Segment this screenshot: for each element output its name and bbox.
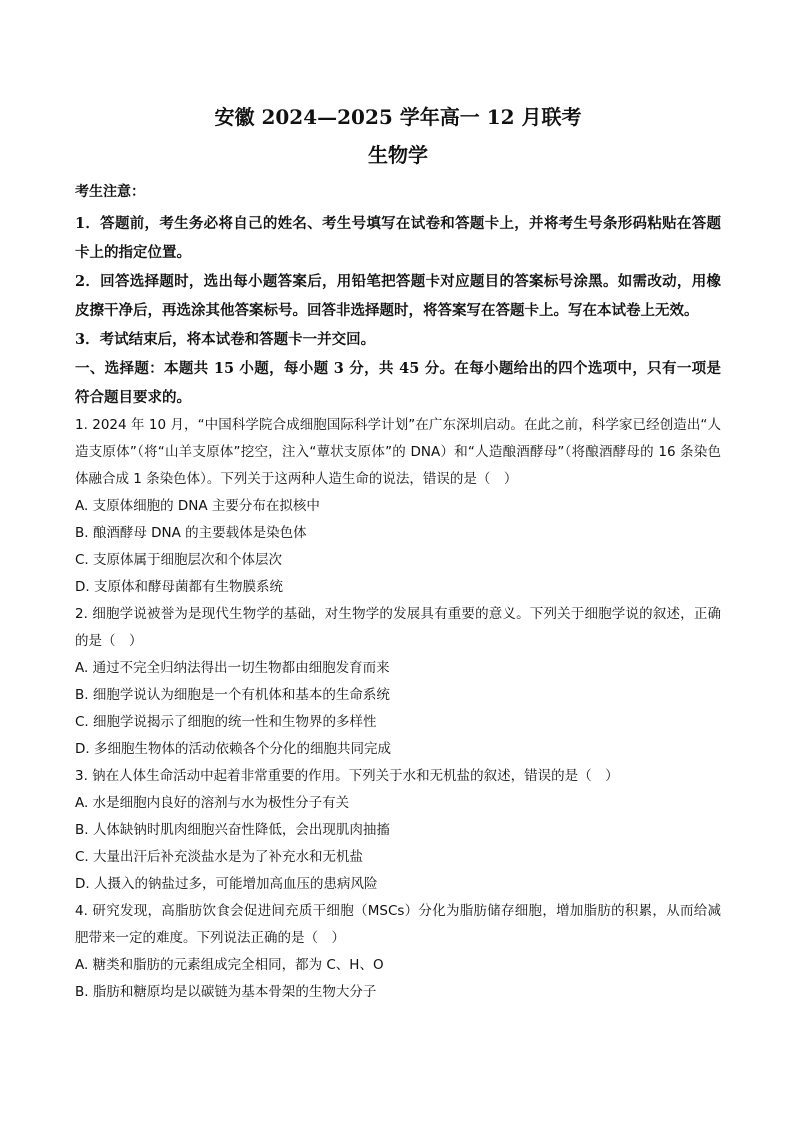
question-4 [75, 898, 721, 1006]
question-stem: 4. 研究发现，高脂肪饮食会促进间充质干细胞（MSCs）分化为脂肪储存细胞，增加脂肪的积累，从而给减肥带来一定的难度。下列说法正确的是（ ） [75, 903, 721, 946]
exam-subject: 生物学 [368, 143, 428, 167]
option-c: C. 细胞学说揭示了细胞的统一性和生物界的多样性 [75, 714, 377, 730]
section-heading: 一、选择题：本题共 15 小题，每小题 3 分，共 45 分。在每小题给出的四个选项中，只有一项是符合题目要求的。 [75, 360, 721, 406]
option-a: A. 水是细胞内良好的溶剂与水为极性分子有关 [75, 795, 350, 811]
option-d: D. 人摄入的钠盐过多，可能增加高血压的患病风险 [75, 876, 378, 892]
option-b: B. 人体缺钠时肌肉细胞兴奋性降低，会出现肌肉抽搐 [75, 822, 390, 838]
question-1 [75, 412, 721, 601]
option-c: C. 支原体属于细胞层次和个体层次 [75, 552, 283, 568]
option-b: B. 脂肪和糖原均是以碳链为基本骨架的生物大分子 [75, 984, 377, 1000]
option-b: B. 酿酒酵母 DNA 的主要载体是染色体 [75, 525, 307, 541]
option-a: A. 糖类和脂肪的元素组成完全相同，都为 C、H、O [75, 957, 384, 973]
notice-block [75, 182, 721, 354]
option-a: A. 通过不完全归纳法得出一切生物都由细胞发育而来 [75, 660, 390, 676]
exam-title: 安徽 2024—2025 学年高一 12 月联考 [214, 105, 582, 129]
question-stem: 2. 细胞学说被誉为是现代生物学的基础，对生物学的发展具有重要的意义。下列关于细胞学说的叙述，正确的是（ ） [75, 606, 721, 649]
option-c: C. 大量出汗后补充淡盐水是为了补充水和无机盐 [75, 849, 364, 865]
option-d: D. 多细胞生物体的活动依赖各个分化的细胞共同完成 [75, 741, 391, 757]
exam-page [75, 100, 721, 1006]
option-b: B. 细胞学说认为细胞是一个有机体和基本的生命系统 [75, 687, 390, 703]
question-stem: 3. 钠在人体生命活动中起着非常重要的作用。下列关于水和无机盐的叙述，错误的是（ ） [75, 768, 619, 784]
option-a: A. 支原体细胞的 DNA 主要分布在拟核中 [75, 498, 320, 514]
notice-item-3: 3．考试结束后，将本试卷和答题卡一并交回。 [75, 331, 376, 348]
question-3 [75, 763, 721, 898]
notice-item-2: 2．回答选择题时，选出每小题答案后，用铅笔把答题卡对应题目的答案标号涂黑。如需改动，用橡皮擦干净后，再选涂其他答案标号。回答非选择题时，将答案写在答题卡上。写在本试卷上无效。 [75, 273, 721, 319]
option-d: D. 支原体和酵母菌都有生物膜系统 [75, 579, 283, 595]
notice-item-1: 1．答题前，考生务必将自己的姓名、考生号填写在试卷和答题卡上，并将考生号条形码粘贴在答题卡上的指定位置。 [75, 215, 721, 261]
question-stem: 1. 2024 年 10 月，“中国科学院合成细胞国际科学计划”在广东深圳启动。在此之前，科学家已经创造出“人造支原体”（将“山羊支原体”挖空，注入“蕈状支原体”的 DNA）和“人造酿酒酵母”（将酿酒酵母的 16 条染色体融合成 1 条染色体）。下列关于这两种人造生命的说法，错误的是（ ） [75, 417, 721, 487]
question-2 [75, 601, 721, 763]
notice-heading: 考生注意： [75, 184, 145, 200]
